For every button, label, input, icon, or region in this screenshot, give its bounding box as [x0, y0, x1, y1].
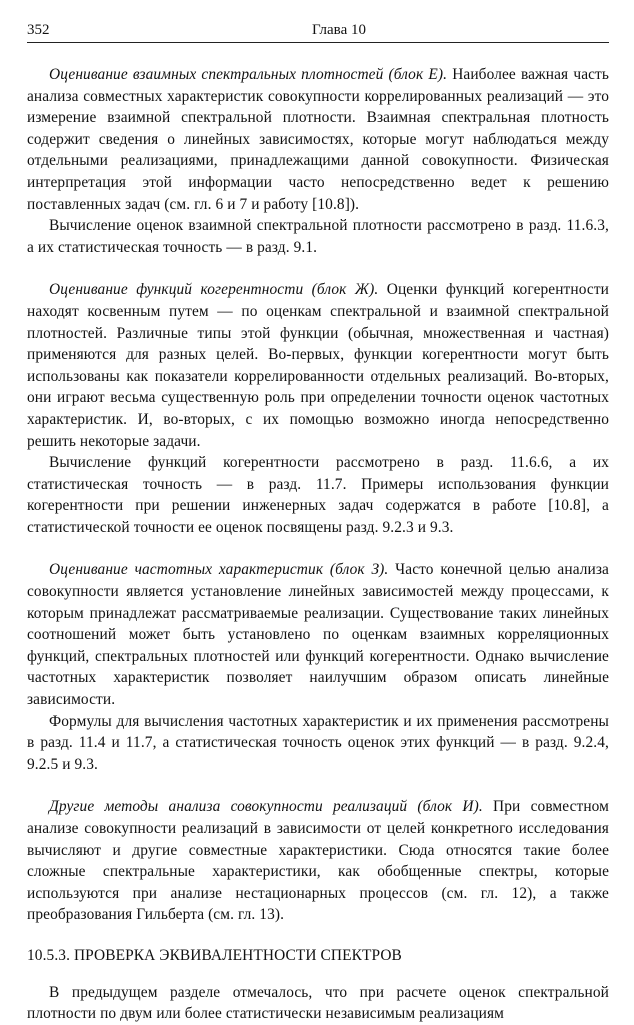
subsection-heading: 10.5.3. ПРОВЕРКА ЭКВИВАЛЕНТНОСТИ СПЕКТРОВ: [27, 946, 402, 964]
section-paragraph: [27, 796, 609, 926]
section-paragraph: [27, 559, 609, 710]
chapter-title: Глава 10: [312, 22, 366, 38]
section-paragraph: [27, 279, 609, 452]
paragraph-text: При совместном анализе совокупности реализаций в зависимости от целей конкретного исследования вычисляют и другие совместные характеристики. Сюда относятся такие более сложные спектральные характеристики, как обобщенные спектры, которые используются при анализе нестационарных процессов (см. гл. 12), а также преобразования Гильберта (см. гл. 13).: [27, 798, 610, 924]
section-title: Оценивание взаимных спектральных плотностей (блок E).: [49, 66, 448, 83]
paragraph-text: Наиболее важная часть анализа совместных характеристик совокупности коррелированных реализаций — это измерение взаимной спектральной плотности. Взаимная спектральная плотность содержит сведения о линейных зависимостях, которые могут наблюдаться между отдельными реализациями, принадлежащими данной совокупности. Физическая интерпретация этой информации часто непосредственно ведет к решению поставленных задач (см. гл. 6 и 7 и работу [10.8]).: [27, 66, 610, 213]
section-paragraph: [27, 64, 609, 215]
paragraph: В предыдущем разделе отмечалось, что при расчете оценок спектральной плотности по двум или более статистически независимым реализациям: [27, 983, 609, 1023]
page-header: [27, 20, 609, 43]
paragraph: Формулы для вычисления частотных характеристик и их применения рассмотрены в разд. 11.4 и 11.7, а статистическая точность оценок этих функций — в разд. 9.2.4, 9.2.5 и 9.3.: [27, 712, 609, 773]
paragraph-text: Оценки функций когерентности находят косвенным путем — по оценкам спектральной и взаимной спектральной плотностей. Различные типы этой функции (обычная, множественная и частная) применяются для разных целей. Во-первых, функции когерентности могут быть использованы как показатели коррелированности отдельных реализаций. Во-вторых, они играют весьма существенную роль при определении точности оценок частотных характеристик. И, во-вторых, с их помощью возможно иногда непосредственно решить некоторые задачи.: [27, 281, 609, 450]
paragraph-text: Часто конечной целью анализа совокупности является установление линейных зависимостей между процессами, к которым принадлежат рассматриваемые реализации. Существование таких линейных соотношений может быть установлено по оценкам взаимных корреляционных функций, спектральных плотностей или функций когерентности. Однако вычисление частотных характеристик позволяет наилучшим образом описать линейные зависимости.: [27, 561, 609, 709]
section-title: Оценивание частотных характеристик (блок З).: [49, 561, 389, 579]
paragraph: Вычисление оценок взаимной спектральной плотности рассмотрено в разд. 11.6.3, а их статистическая точность — в разд. 9.1.: [27, 217, 609, 256]
page-number: 352: [27, 22, 50, 38]
paragraph: Вычисление функций когерентности рассмотрено в разд. 11.6.6, а их статистическая точность — в разд. 11.7. Примеры использования функции когерентности при решении инженерных задач содержатся в работе [10.8], а статистической точности ее оценок посвящены разд. 9.2.3 и 9.3.: [27, 454, 609, 536]
section-title: Другие методы анализа совокупности реализаций (блок И).: [49, 798, 483, 816]
page-body: [27, 64, 609, 1025]
section-title: Оценивание функций когерентности (блок Ж).: [49, 281, 379, 299]
